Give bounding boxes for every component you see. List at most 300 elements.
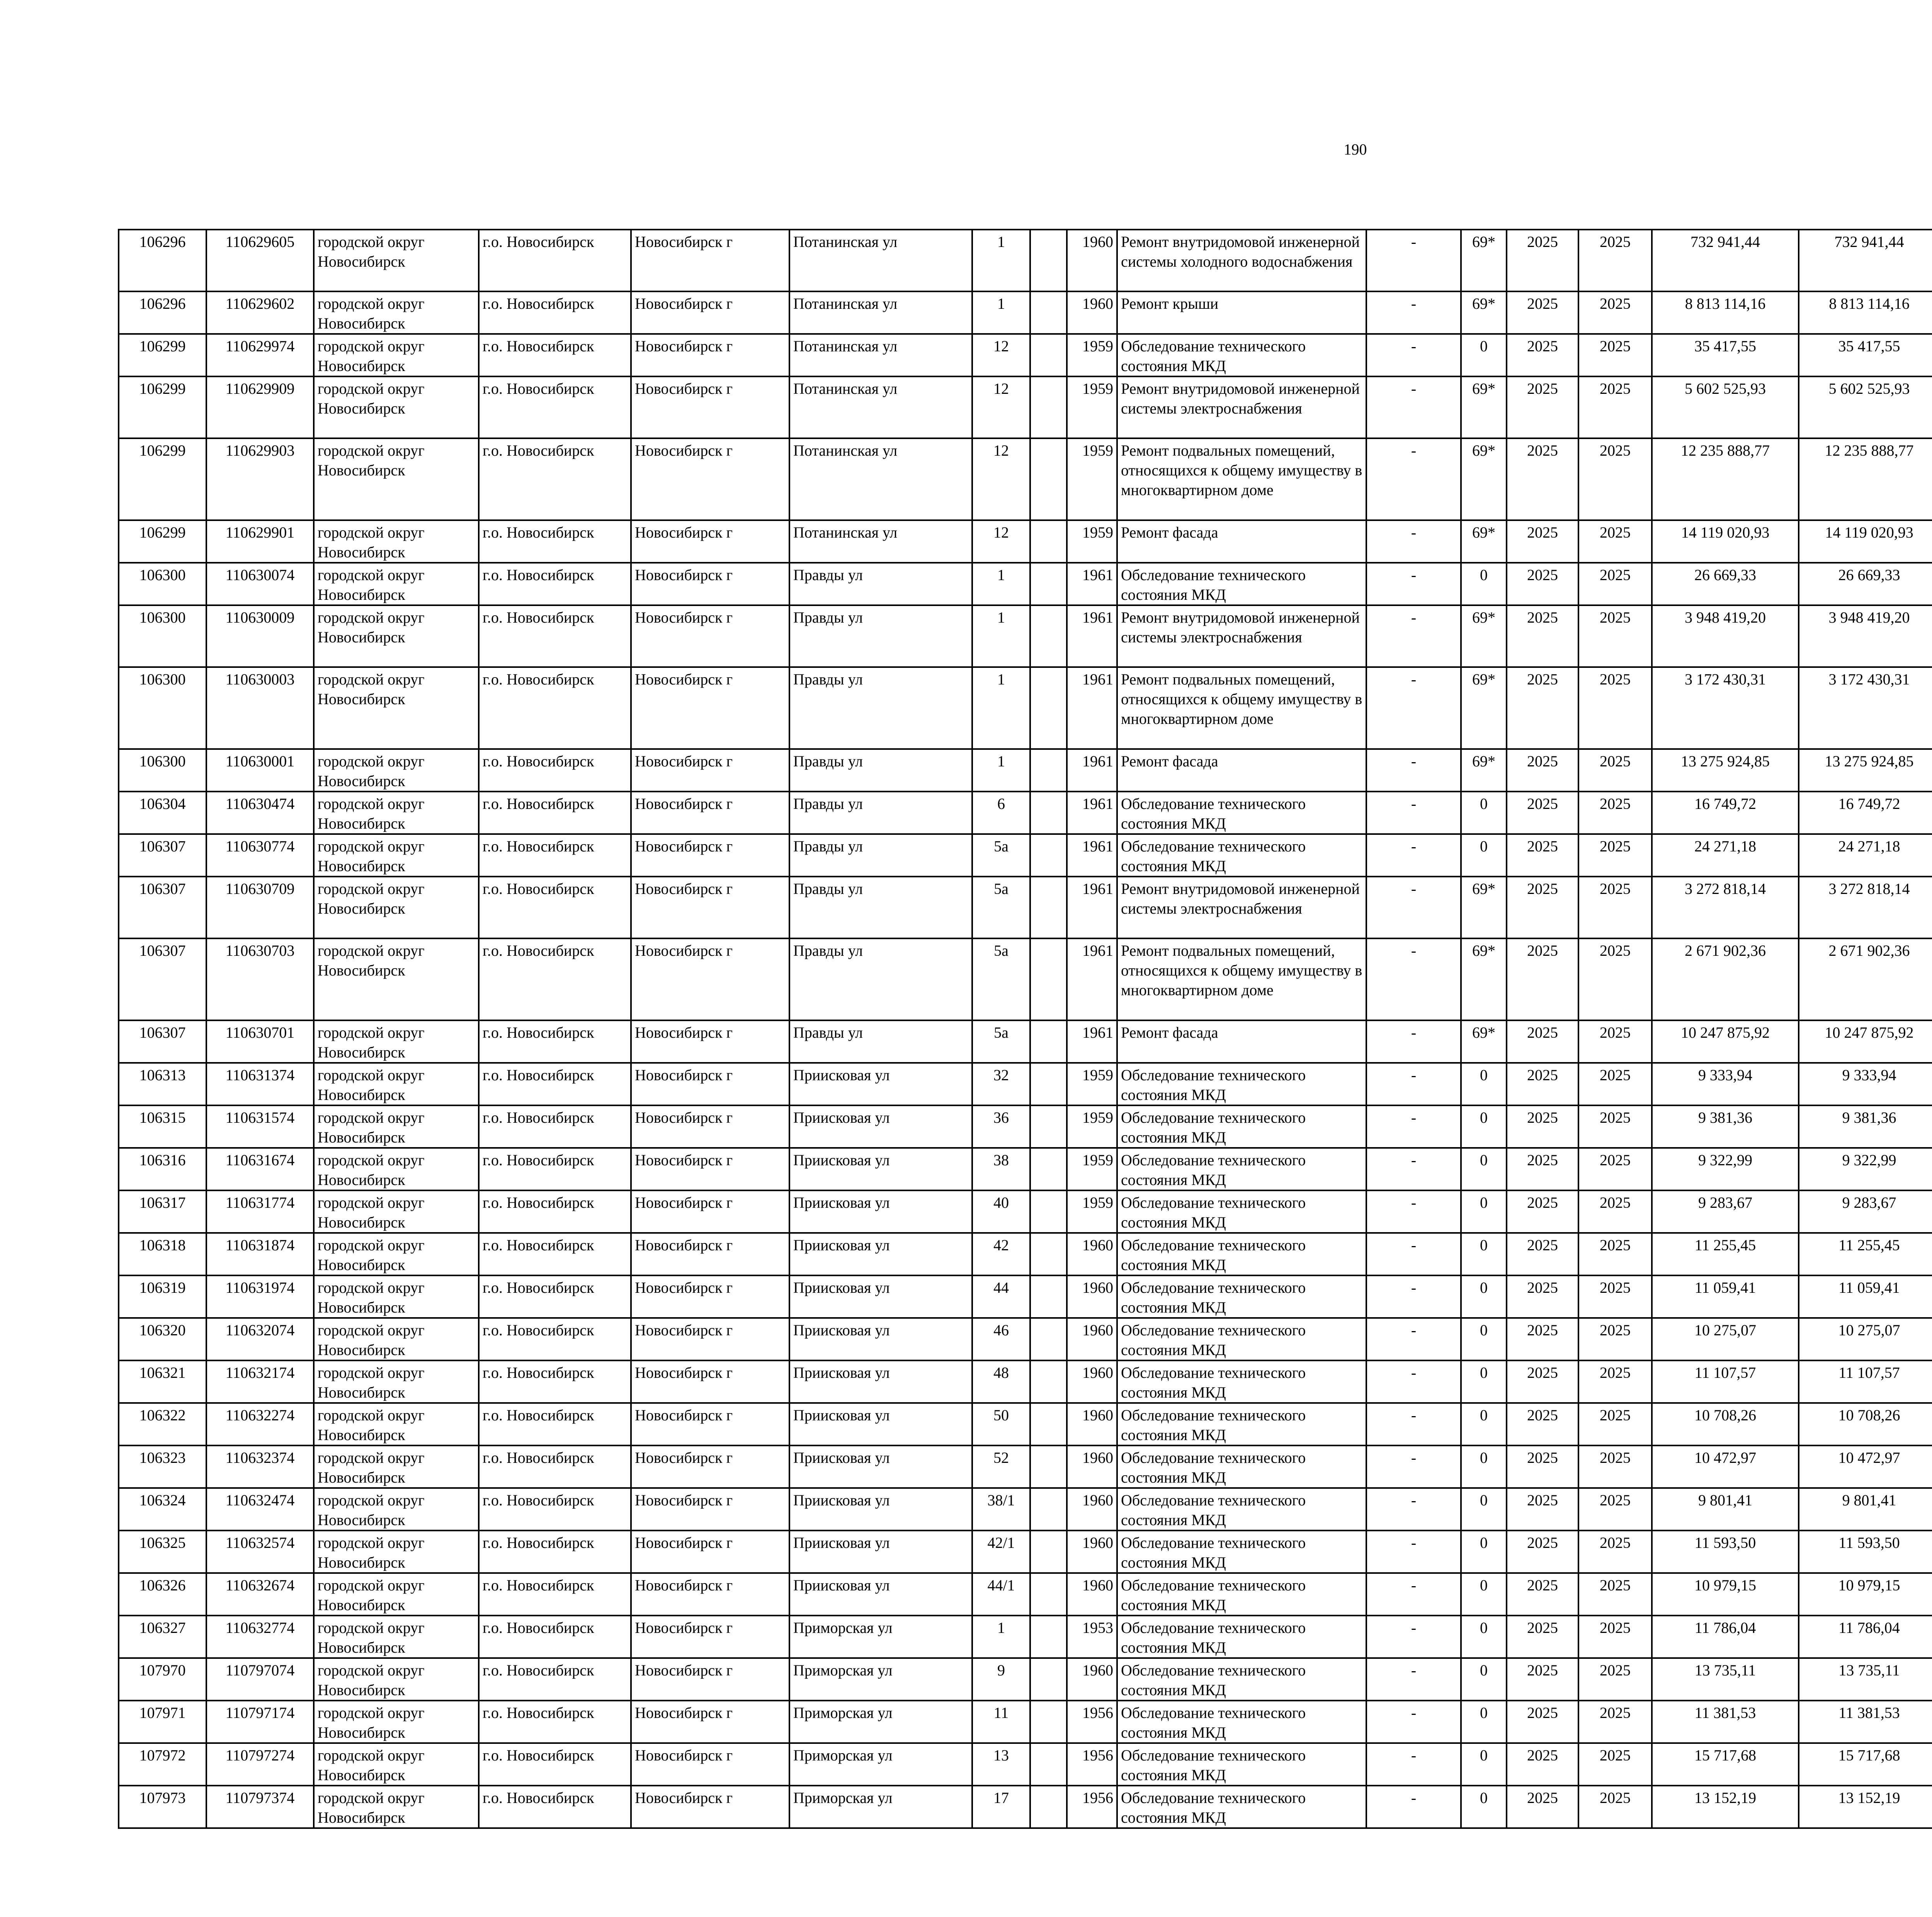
work-code-cell: 110630009 (206, 605, 314, 667)
city-cell: Новосибирск г (631, 1275, 789, 1318)
letter-cell (1030, 938, 1067, 1020)
table-row (119, 1701, 1932, 1743)
table-row (119, 1148, 1932, 1190)
house-number-cell: 12 (972, 438, 1030, 520)
total-cost-cell: 9 322,99 (1652, 1148, 1799, 1190)
letter-cell (1030, 1445, 1067, 1488)
fund-cost-cell: 11 786,04 (1799, 1616, 1932, 1658)
build-year-cell: 1960 (1067, 291, 1117, 334)
build-year-cell: 1961 (1067, 834, 1117, 877)
house-number-cell: 1 (972, 230, 1030, 291)
municipality-cell: г.о. Новосибирск (479, 1743, 631, 1786)
okrug-cell: городской округ Новосибирск (314, 563, 479, 605)
municipality-cell: г.о. Новосибирск (479, 1148, 631, 1190)
capital-repair-table (118, 229, 1932, 1829)
street-cell: Правды ул (789, 877, 972, 938)
total-cost-cell: 11 593,50 (1652, 1531, 1799, 1573)
fund-cost-cell: 2 671 902,36 (1799, 938, 1932, 1020)
work-type-cell: Обследование технического состояния МКД (1117, 1573, 1366, 1616)
percent-cell: 69* (1461, 438, 1507, 520)
dash-cell: - (1366, 1148, 1461, 1190)
dash-cell: - (1366, 1190, 1461, 1233)
total-cost-cell: 9 333,94 (1652, 1063, 1799, 1105)
letter-cell (1030, 563, 1067, 605)
total-cost-cell: 13 152,19 (1652, 1786, 1799, 1828)
work-code-cell: 110630001 (206, 749, 314, 792)
fund-cost-cell: 3 172 430,31 (1799, 667, 1932, 749)
municipality-cell: г.о. Новосибирск (479, 291, 631, 334)
letter-cell (1030, 1318, 1067, 1360)
build-year-cell: 1959 (1067, 1105, 1117, 1148)
street-cell: Потанинская ул (789, 520, 972, 563)
work-code-cell: 110632174 (206, 1360, 314, 1403)
city-cell: Новосибирск г (631, 1445, 789, 1488)
year-end-cell: 2025 (1578, 667, 1652, 749)
table-row (119, 230, 1932, 291)
municipality-cell: г.о. Новосибирск (479, 792, 631, 834)
okrug-cell: городской округ Новосибирск (314, 1318, 479, 1360)
percent-cell: 0 (1461, 1190, 1507, 1233)
record-id-cell: 107972 (119, 1743, 206, 1786)
letter-cell (1030, 1488, 1067, 1531)
okrug-cell: городской округ Новосибирск (314, 520, 479, 563)
total-cost-cell: 732 941,44 (1652, 230, 1799, 291)
percent-cell: 0 (1461, 1063, 1507, 1105)
total-cost-cell: 11 255,45 (1652, 1233, 1799, 1275)
house-number-cell: 48 (972, 1360, 1030, 1403)
city-cell: Новосибирск г (631, 1701, 789, 1743)
total-cost-cell: 10 979,15 (1652, 1573, 1799, 1616)
percent-cell: 0 (1461, 1148, 1507, 1190)
total-cost-cell: 24 271,18 (1652, 834, 1799, 877)
year-start-cell: 2025 (1507, 605, 1578, 667)
percent-cell: 0 (1461, 563, 1507, 605)
letter-cell (1030, 605, 1067, 667)
work-code-cell: 110797074 (206, 1658, 314, 1701)
letter-cell (1030, 1063, 1067, 1105)
percent-cell: 69* (1461, 1020, 1507, 1063)
year-start-cell: 2025 (1507, 1360, 1578, 1403)
year-start-cell: 2025 (1507, 1148, 1578, 1190)
street-cell: Правды ул (789, 667, 972, 749)
work-code-cell: 110629602 (206, 291, 314, 334)
municipality-cell: г.о. Новосибирск (479, 1020, 631, 1063)
house-number-cell: 38 (972, 1148, 1030, 1190)
city-cell: Новосибирск г (631, 1786, 789, 1828)
work-code-cell: 110630774 (206, 834, 314, 877)
year-end-cell: 2025 (1578, 1105, 1652, 1148)
year-end-cell: 2025 (1578, 563, 1652, 605)
street-cell: Правды ул (789, 1020, 972, 1063)
year-start-cell: 2025 (1507, 792, 1578, 834)
municipality-cell: г.о. Новосибирск (479, 938, 631, 1020)
street-cell: Потанинская ул (789, 438, 972, 520)
table-row (119, 520, 1932, 563)
year-end-cell: 2025 (1578, 1148, 1652, 1190)
municipality-cell: г.о. Новосибирск (479, 1105, 631, 1148)
table-row (119, 605, 1932, 667)
dash-cell: - (1366, 334, 1461, 376)
street-cell: Правды ул (789, 605, 972, 667)
city-cell: Новосибирск г (631, 1318, 789, 1360)
build-year-cell: 1959 (1067, 376, 1117, 438)
letter-cell (1030, 1105, 1067, 1148)
street-cell: Приисковая ул (789, 1531, 972, 1573)
house-number-cell: 1 (972, 1616, 1030, 1658)
letter-cell (1030, 1020, 1067, 1063)
street-cell: Приисковая ул (789, 1190, 972, 1233)
work-code-cell: 110629909 (206, 376, 314, 438)
fund-cost-cell: 11 107,57 (1799, 1360, 1932, 1403)
municipality-cell: г.о. Новосибирск (479, 877, 631, 938)
total-cost-cell: 35 417,55 (1652, 334, 1799, 376)
year-end-cell: 2025 (1578, 749, 1652, 792)
record-id-cell: 106307 (119, 938, 206, 1020)
year-start-cell: 2025 (1507, 667, 1578, 749)
fund-cost-cell: 10 708,26 (1799, 1403, 1932, 1445)
street-cell: Приисковая ул (789, 1233, 972, 1275)
table-row (119, 1063, 1932, 1105)
table-row (119, 291, 1932, 334)
municipality-cell: г.о. Новосибирск (479, 230, 631, 291)
fund-cost-cell: 10 472,97 (1799, 1445, 1932, 1488)
work-code-cell: 110631574 (206, 1105, 314, 1148)
house-number-cell: 9 (972, 1658, 1030, 1701)
record-id-cell: 106325 (119, 1531, 206, 1573)
table-row (119, 376, 1932, 438)
year-start-cell: 2025 (1507, 1573, 1578, 1616)
work-type-cell: Обследование технического состояния МКД (1117, 1488, 1366, 1531)
build-year-cell: 1953 (1067, 1616, 1117, 1658)
fund-cost-cell: 11 381,53 (1799, 1701, 1932, 1743)
fund-cost-cell: 13 152,19 (1799, 1786, 1932, 1828)
house-number-cell: 42 (972, 1233, 1030, 1275)
table-row (119, 1233, 1932, 1275)
okrug-cell: городской округ Новосибирск (314, 792, 479, 834)
work-type-cell: Обследование технического состояния МКД (1117, 1786, 1366, 1828)
total-cost-cell: 3 272 818,14 (1652, 877, 1799, 938)
dash-cell: - (1366, 1233, 1461, 1275)
percent-cell: 69* (1461, 230, 1507, 291)
record-id-cell: 106307 (119, 877, 206, 938)
work-code-cell: 110631874 (206, 1233, 314, 1275)
street-cell: Приисковая ул (789, 1573, 972, 1616)
table-row (119, 1531, 1932, 1573)
municipality-cell: г.о. Новосибирск (479, 1403, 631, 1445)
year-start-cell: 2025 (1507, 1701, 1578, 1743)
total-cost-cell: 14 119 020,93 (1652, 520, 1799, 563)
municipality-cell: г.о. Новосибирск (479, 1063, 631, 1105)
fund-cost-cell: 3 948 419,20 (1799, 605, 1932, 667)
city-cell: Новосибирск г (631, 1190, 789, 1233)
dash-cell: - (1366, 1616, 1461, 1658)
total-cost-cell: 13 735,11 (1652, 1658, 1799, 1701)
house-number-cell: 1 (972, 667, 1030, 749)
fund-cost-cell: 10 247 875,92 (1799, 1020, 1932, 1063)
work-type-cell: Ремонт фасада (1117, 520, 1366, 563)
total-cost-cell: 11 786,04 (1652, 1616, 1799, 1658)
street-cell: Правды ул (789, 834, 972, 877)
table-row (119, 1445, 1932, 1488)
work-type-cell: Обследование технического состояния МКД (1117, 1233, 1366, 1275)
total-cost-cell: 8 813 114,16 (1652, 291, 1799, 334)
okrug-cell: городской округ Новосибирск (314, 1403, 479, 1445)
okrug-cell: городской округ Новосибирск (314, 1616, 479, 1658)
city-cell: Новосибирск г (631, 1360, 789, 1403)
municipality-cell: г.о. Новосибирск (479, 1360, 631, 1403)
year-start-cell: 2025 (1507, 1020, 1578, 1063)
dash-cell: - (1366, 1658, 1461, 1701)
table-row (119, 1573, 1932, 1616)
dash-cell: - (1366, 291, 1461, 334)
record-id-cell: 106316 (119, 1148, 206, 1190)
build-year-cell: 1960 (1067, 1403, 1117, 1445)
table-row (119, 1786, 1932, 1828)
house-number-cell: 44/1 (972, 1573, 1030, 1616)
dash-cell: - (1366, 1275, 1461, 1318)
work-code-cell: 110632274 (206, 1403, 314, 1445)
city-cell: Новосибирск г (631, 563, 789, 605)
percent-cell: 0 (1461, 834, 1507, 877)
work-type-cell: Обследование технического состояния МКД (1117, 1105, 1366, 1148)
work-code-cell: 110632074 (206, 1318, 314, 1360)
year-start-cell: 2025 (1507, 291, 1578, 334)
fund-cost-cell: 11 059,41 (1799, 1275, 1932, 1318)
fund-cost-cell: 11 255,45 (1799, 1233, 1932, 1275)
work-type-cell: Обследование технического состояния МКД (1117, 1445, 1366, 1488)
work-type-cell: Ремонт внутридомовой инженерной системы холодного водоснабжения (1117, 230, 1366, 291)
house-number-cell: 6 (972, 792, 1030, 834)
total-cost-cell: 16 749,72 (1652, 792, 1799, 834)
street-cell: Приморская ул (789, 1658, 972, 1701)
street-cell: Приисковая ул (789, 1360, 972, 1403)
fund-cost-cell: 15 717,68 (1799, 1743, 1932, 1786)
year-end-cell: 2025 (1578, 1190, 1652, 1233)
municipality-cell: г.о. Новосибирск (479, 563, 631, 605)
street-cell: Приисковая ул (789, 1445, 972, 1488)
dash-cell: - (1366, 1786, 1461, 1828)
house-number-cell: 1 (972, 291, 1030, 334)
city-cell: Новосибирск г (631, 1531, 789, 1573)
work-type-cell: Ремонт подвальных помещений, относящихся к общему имуществу в многоквартирном доме (1117, 438, 1366, 520)
build-year-cell: 1956 (1067, 1786, 1117, 1828)
dash-cell: - (1366, 376, 1461, 438)
city-cell: Новосибирск г (631, 605, 789, 667)
house-number-cell: 44 (972, 1275, 1030, 1318)
year-end-cell: 2025 (1578, 1488, 1652, 1531)
build-year-cell: 1960 (1067, 1658, 1117, 1701)
municipality-cell: г.о. Новосибирск (479, 1573, 631, 1616)
letter-cell (1030, 1743, 1067, 1786)
city-cell: Новосибирск г (631, 376, 789, 438)
percent-cell: 69* (1461, 605, 1507, 667)
year-end-cell: 2025 (1578, 834, 1652, 877)
year-start-cell: 2025 (1507, 1275, 1578, 1318)
percent-cell: 0 (1461, 1233, 1507, 1275)
year-end-cell: 2025 (1578, 1445, 1652, 1488)
year-start-cell: 2025 (1507, 520, 1578, 563)
letter-cell (1030, 334, 1067, 376)
record-id-cell: 106300 (119, 605, 206, 667)
letter-cell (1030, 1531, 1067, 1573)
year-start-cell: 2025 (1507, 1786, 1578, 1828)
percent-cell: 0 (1461, 1403, 1507, 1445)
table-row (119, 792, 1932, 834)
total-cost-cell: 10 275,07 (1652, 1318, 1799, 1360)
city-cell: Новосибирск г (631, 291, 789, 334)
work-type-cell: Ремонт подвальных помещений, относящихся к общему имуществу в многоквартирном доме (1117, 938, 1366, 1020)
record-id-cell: 106304 (119, 792, 206, 834)
record-id-cell: 106322 (119, 1403, 206, 1445)
year-start-cell: 2025 (1507, 749, 1578, 792)
table-row (119, 1658, 1932, 1701)
total-cost-cell: 3 948 419,20 (1652, 605, 1799, 667)
city-cell: Новосибирск г (631, 1488, 789, 1531)
total-cost-cell: 11 059,41 (1652, 1275, 1799, 1318)
street-cell: Потанинская ул (789, 291, 972, 334)
work-code-cell: 110797174 (206, 1701, 314, 1743)
work-code-cell: 110631674 (206, 1148, 314, 1190)
build-year-cell: 1961 (1067, 563, 1117, 605)
dash-cell: - (1366, 520, 1461, 563)
dash-cell: - (1366, 1573, 1461, 1616)
dash-cell: - (1366, 1701, 1461, 1743)
dash-cell: - (1366, 749, 1461, 792)
letter-cell (1030, 667, 1067, 749)
street-cell: Потанинская ул (789, 376, 972, 438)
table-row (119, 834, 1932, 877)
year-end-cell: 2025 (1578, 1275, 1652, 1318)
build-year-cell: 1960 (1067, 230, 1117, 291)
fund-cost-cell: 9 381,36 (1799, 1105, 1932, 1148)
year-end-cell: 2025 (1578, 792, 1652, 834)
fund-cost-cell: 732 941,44 (1799, 230, 1932, 291)
work-code-cell: 110629901 (206, 520, 314, 563)
record-id-cell: 106300 (119, 749, 206, 792)
build-year-cell: 1959 (1067, 438, 1117, 520)
build-year-cell: 1960 (1067, 1318, 1117, 1360)
total-cost-cell: 10 708,26 (1652, 1403, 1799, 1445)
letter-cell (1030, 376, 1067, 438)
letter-cell (1030, 1701, 1067, 1743)
work-code-cell: 110797374 (206, 1786, 314, 1828)
percent-cell: 0 (1461, 792, 1507, 834)
work-type-cell: Обследование технического состояния МКД (1117, 1360, 1366, 1403)
table-row (119, 1360, 1932, 1403)
table-row (119, 1318, 1932, 1360)
table-row (119, 1105, 1932, 1148)
year-end-cell: 2025 (1578, 1658, 1652, 1701)
municipality-cell: г.о. Новосибирск (479, 605, 631, 667)
build-year-cell: 1960 (1067, 1573, 1117, 1616)
work-type-cell: Обследование технического состояния МКД (1117, 1063, 1366, 1105)
work-type-cell: Обследование технического состояния МКД (1117, 334, 1366, 376)
percent-cell: 0 (1461, 1105, 1507, 1148)
fund-cost-cell: 9 283,67 (1799, 1190, 1932, 1233)
year-start-cell: 2025 (1507, 1233, 1578, 1275)
okrug-cell: городской округ Новосибирск (314, 749, 479, 792)
work-code-cell: 110797274 (206, 1743, 314, 1786)
letter-cell (1030, 877, 1067, 938)
okrug-cell: городской округ Новосибирск (314, 877, 479, 938)
year-start-cell: 2025 (1507, 1403, 1578, 1445)
record-id-cell: 107973 (119, 1786, 206, 1828)
work-type-cell: Ремонт крыши (1117, 291, 1366, 334)
dash-cell: - (1366, 1488, 1461, 1531)
fund-cost-cell: 26 669,33 (1799, 563, 1932, 605)
build-year-cell: 1959 (1067, 1063, 1117, 1105)
municipality-cell: г.о. Новосибирск (479, 749, 631, 792)
work-type-cell: Обследование технического состояния МКД (1117, 1701, 1366, 1743)
okrug-cell: городской округ Новосибирск (314, 1786, 479, 1828)
work-type-cell: Обследование технического состояния МКД (1117, 1616, 1366, 1658)
work-code-cell: 110632474 (206, 1488, 314, 1531)
page-number: 190 (1344, 141, 1367, 158)
build-year-cell: 1959 (1067, 1148, 1117, 1190)
table-row (119, 1743, 1932, 1786)
letter-cell (1030, 1658, 1067, 1701)
year-start-cell: 2025 (1507, 1445, 1578, 1488)
table-row (119, 438, 1932, 520)
year-start-cell: 2025 (1507, 1318, 1578, 1360)
street-cell: Правды ул (789, 938, 972, 1020)
record-id-cell: 106324 (119, 1488, 206, 1531)
percent-cell: 0 (1461, 1786, 1507, 1828)
house-number-cell: 12 (972, 376, 1030, 438)
street-cell: Потанинская ул (789, 230, 972, 291)
record-id-cell: 106299 (119, 520, 206, 563)
street-cell: Приморская ул (789, 1743, 972, 1786)
okrug-cell: городской округ Новосибирск (314, 1658, 479, 1701)
city-cell: Новосибирск г (631, 792, 789, 834)
percent-cell: 69* (1461, 667, 1507, 749)
total-cost-cell: 2 671 902,36 (1652, 938, 1799, 1020)
year-end-cell: 2025 (1578, 1063, 1652, 1105)
house-number-cell: 13 (972, 1743, 1030, 1786)
work-type-cell: Ремонт фасада (1117, 749, 1366, 792)
year-end-cell: 2025 (1578, 230, 1652, 291)
total-cost-cell: 12 235 888,77 (1652, 438, 1799, 520)
year-start-cell: 2025 (1507, 1616, 1578, 1658)
street-cell: Приисковая ул (789, 1105, 972, 1148)
dash-cell: - (1366, 877, 1461, 938)
street-cell: Приморская ул (789, 1701, 972, 1743)
percent-cell: 0 (1461, 1445, 1507, 1488)
work-type-cell: Обследование технического состояния МКД (1117, 834, 1366, 877)
year-end-cell: 2025 (1578, 1616, 1652, 1658)
record-id-cell: 107970 (119, 1658, 206, 1701)
fund-cost-cell: 13 735,11 (1799, 1658, 1932, 1701)
city-cell: Новосибирск г (631, 1658, 789, 1701)
work-type-cell: Обследование технического состояния МКД (1117, 1190, 1366, 1233)
letter-cell (1030, 1233, 1067, 1275)
municipality-cell: г.о. Новосибирск (479, 1445, 631, 1488)
percent-cell: 69* (1461, 520, 1507, 563)
dash-cell: - (1366, 1445, 1461, 1488)
house-number-cell: 1 (972, 563, 1030, 605)
year-start-cell: 2025 (1507, 877, 1578, 938)
fund-cost-cell: 16 749,72 (1799, 792, 1932, 834)
year-end-cell: 2025 (1578, 877, 1652, 938)
year-end-cell: 2025 (1578, 1318, 1652, 1360)
percent-cell: 69* (1461, 877, 1507, 938)
record-id-cell: 106300 (119, 563, 206, 605)
build-year-cell: 1960 (1067, 1445, 1117, 1488)
build-year-cell: 1961 (1067, 749, 1117, 792)
dash-cell: - (1366, 667, 1461, 749)
letter-cell (1030, 1403, 1067, 1445)
city-cell: Новосибирск г (631, 667, 789, 749)
